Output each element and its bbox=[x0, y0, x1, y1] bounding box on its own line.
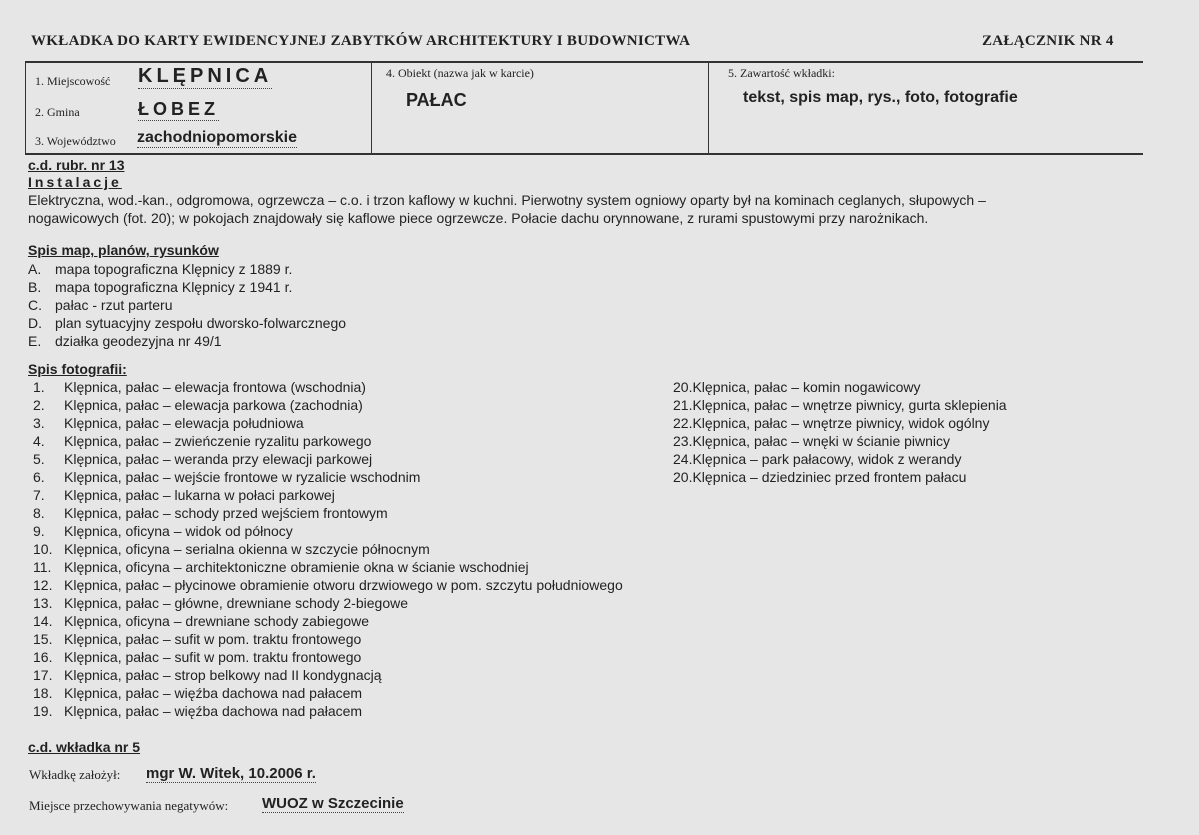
list-item-number: 14. bbox=[33, 613, 53, 629]
list-item-text: Klępnica, oficyna – serialna okienna w szczycie północnym bbox=[64, 541, 430, 557]
list-item bbox=[28, 296, 346, 314]
list-item-text: Klępnica, pałac – główne, drewniane schody 2-biegowe bbox=[64, 595, 408, 611]
list-item-number: 7. bbox=[33, 487, 45, 503]
list-item-text: Klępnica, pałac – więźba dachowa nad pałacem bbox=[64, 703, 363, 719]
list-item bbox=[28, 260, 346, 278]
list-item-letter: B. bbox=[28, 279, 42, 295]
list-item-text: Klępnica, pałac – elewacja południowa bbox=[64, 415, 304, 431]
list-item-text: Klępnica, pałac – weranda przy elewacji parkowej bbox=[64, 451, 373, 467]
list-item-number: 15. bbox=[33, 631, 53, 647]
list-item bbox=[33, 504, 623, 522]
document-title: WKŁADKA DO KARTY EWIDENCYJNEJ ZABYTKÓW ARCHITEKTURY I BUDOWNICTWA bbox=[31, 33, 691, 49]
list-item bbox=[33, 630, 623, 648]
zawartosc-value: tekst, spis map, rys., foto, fotografie bbox=[743, 89, 1018, 106]
list-item: 23.Klępnica, pałac – wnęki w ścianie piwnicy bbox=[673, 433, 951, 449]
wojewodztwo-value: zachodniopomorskie bbox=[137, 129, 298, 146]
form-top-border bbox=[25, 61, 1143, 63]
list-item-number: 8. bbox=[33, 505, 45, 521]
author-label: Wkładkę założył: bbox=[29, 767, 121, 782]
list-item bbox=[33, 522, 623, 540]
storage-value: WUOZ w Szczecinie bbox=[262, 795, 404, 812]
list-item bbox=[33, 450, 623, 468]
list-item bbox=[33, 702, 623, 720]
list-item-text: Klępnica, pałac – więźba dachowa nad pałacem bbox=[64, 685, 363, 701]
list-item: 22.Klępnica, pałac – wnętrze piwnicy, widok ogólny bbox=[673, 415, 990, 431]
list-item-text: Klępnica, oficyna – widok od północy bbox=[64, 523, 293, 539]
obiekt-label: 4. Obiekt (nazwa jak w karcie) bbox=[386, 66, 534, 80]
list-item-text: Klępnica, pałac – zwieńczenie ryzalitu parkowego bbox=[64, 433, 372, 449]
list-item bbox=[33, 486, 623, 504]
list-item-text: Klępnica, pałac – płycinowe obramienie otworu drzwiowego w pom. szczytu południowego bbox=[64, 577, 623, 593]
list-item-letter: C. bbox=[28, 297, 42, 313]
list-item-text: Klępnica, pałac – elewacja frontowa (wschodnia) bbox=[64, 379, 366, 395]
annex-number: ZAŁĄCZNIK NR 4 bbox=[982, 33, 1114, 49]
list-item-text: Klępnica, pałac – strop belkowy nad II kondygnacją bbox=[64, 667, 382, 683]
list-item-number: 2. bbox=[33, 397, 45, 413]
list-item-number: 13. bbox=[33, 595, 53, 611]
storage-label: Miejsce przechowywania negatywów: bbox=[29, 798, 229, 813]
list-item bbox=[33, 612, 623, 630]
obiekt-value: PAŁAC bbox=[406, 90, 467, 110]
maps-heading: Spis map, planów, rysunków bbox=[28, 242, 219, 258]
list-item-number: 5. bbox=[33, 451, 45, 467]
list-item bbox=[33, 684, 623, 702]
list-item-text: Klępnica, oficyna – architektoniczne obramienie okna w ścianie wschodniej bbox=[64, 559, 529, 575]
list-item-number: 3. bbox=[33, 415, 45, 431]
maps-list bbox=[28, 260, 346, 350]
list-item bbox=[33, 540, 623, 558]
list-item-number: 19. bbox=[33, 703, 53, 719]
gmina-label: 2. Gmina bbox=[35, 105, 80, 119]
list-item-number: 16. bbox=[33, 649, 53, 665]
author-value: mgr W. Witek, 10.2006 r. bbox=[146, 765, 316, 782]
list-item-text: działka geodezyjna nr 49/1 bbox=[55, 333, 222, 349]
section13-heading: c.d. rubr. nr 13 bbox=[28, 157, 125, 173]
list-item-letter: D. bbox=[28, 315, 42, 331]
instalacje-text-line2: nogawicowych (fot. 20); w pokojach znajdowały się kaflowe piece ogrzewcze. Połacie dachu orynnowane, z rurami spustowymi przy narożnikach. bbox=[28, 210, 929, 226]
list-item-number: 10. bbox=[33, 541, 53, 557]
list-item-text: Klępnica, pałac – lukarna w połaci parkowej bbox=[64, 487, 335, 503]
photos-heading: Spis fotografii: bbox=[28, 361, 127, 377]
instalacje-heading: Instalacje bbox=[28, 174, 122, 190]
list-item bbox=[28, 314, 346, 332]
list-item bbox=[33, 414, 623, 432]
list-item-letter: E. bbox=[28, 333, 42, 349]
list-item-number: 12. bbox=[33, 577, 53, 593]
photos-list-right bbox=[673, 378, 1007, 486]
form-left-border bbox=[25, 61, 26, 155]
list-item bbox=[33, 666, 623, 684]
wojewodztwo-label: 3. Województwo bbox=[35, 134, 116, 148]
list-item bbox=[33, 594, 623, 612]
list-item bbox=[33, 576, 623, 594]
list-item bbox=[33, 558, 623, 576]
list-item: 20.Klępnica – dziedziniec przed frontem pałacu bbox=[673, 469, 967, 485]
list-item-text: mapa topograficzna Klępnicy z 1941 r. bbox=[55, 279, 293, 295]
list-item-text: Klępnica, pałac – schody przed wejściem frontowym bbox=[64, 505, 388, 521]
list-item-text: pałac - rzut parteru bbox=[55, 297, 173, 313]
list-item bbox=[33, 468, 623, 486]
list-item-number: 9. bbox=[33, 523, 45, 539]
continuation-heading: c.d. wkładka nr 5 bbox=[28, 739, 141, 755]
list-item bbox=[33, 378, 623, 396]
gmina-value: ŁOBEZ bbox=[138, 99, 219, 119]
form-divider-2 bbox=[708, 61, 709, 155]
list-item: 21.Klępnica, pałac – wnętrze piwnicy, gurta sklepienia bbox=[673, 397, 1007, 413]
list-item-number: 4. bbox=[33, 433, 45, 449]
list-item-number: 11. bbox=[33, 559, 52, 575]
miejscowosc-label: 1. Miejscowość bbox=[35, 74, 111, 88]
list-item-text: Klępnica, pałac – wejście frontowe w ryzalicie wschodnim bbox=[64, 469, 421, 485]
form-divider-1 bbox=[371, 61, 372, 155]
list-item-text: Klępnica, pałac – sufit w pom. traktu frontowego bbox=[64, 631, 362, 647]
list-item-text: mapa topograficzna Klępnicy z 1889 r. bbox=[55, 261, 293, 277]
list-item-number: 6. bbox=[33, 469, 45, 485]
instalacje-text-line1: Elektryczna, wod.-kan., odgromowa, ogrzewcza – c.o. i trzon kaflowy w kuchni. Pierwotny system ogniowy oparty był na kominach ceglanych, słupowych – bbox=[28, 192, 986, 208]
list-item-text: Klępnica, oficyna – drewniane schody zabiegowe bbox=[64, 613, 370, 629]
list-item-text: plan sytuacyjny zespołu dworsko-folwarcznego bbox=[55, 315, 347, 331]
list-item bbox=[28, 278, 346, 296]
form-bottom-border bbox=[25, 153, 1143, 155]
list-item bbox=[33, 432, 623, 450]
list-item: 20.Klępnica, pałac – komin nogawicowy bbox=[673, 379, 921, 395]
list-item bbox=[33, 396, 623, 414]
list-item-number: 1. bbox=[33, 379, 45, 395]
miejscowosc-value: KLĘPNICA bbox=[138, 65, 273, 87]
list-item: 24.Klępnica – park pałacowy, widok z werandy bbox=[673, 451, 962, 467]
list-item-text: Klępnica, pałac – elewacja parkowa (zachodnia) bbox=[64, 397, 363, 413]
list-item bbox=[33, 648, 623, 666]
list-item bbox=[28, 332, 346, 350]
list-item-letter: A. bbox=[28, 261, 42, 277]
list-item-number: 17. bbox=[33, 667, 53, 683]
list-item-number: 18. bbox=[33, 685, 53, 701]
photos-list-left bbox=[33, 378, 623, 720]
zawartosc-label: 5. Zawartość wkładki: bbox=[728, 66, 835, 80]
list-item-text: Klępnica, pałac – sufit w pom. traktu frontowego bbox=[64, 649, 362, 665]
